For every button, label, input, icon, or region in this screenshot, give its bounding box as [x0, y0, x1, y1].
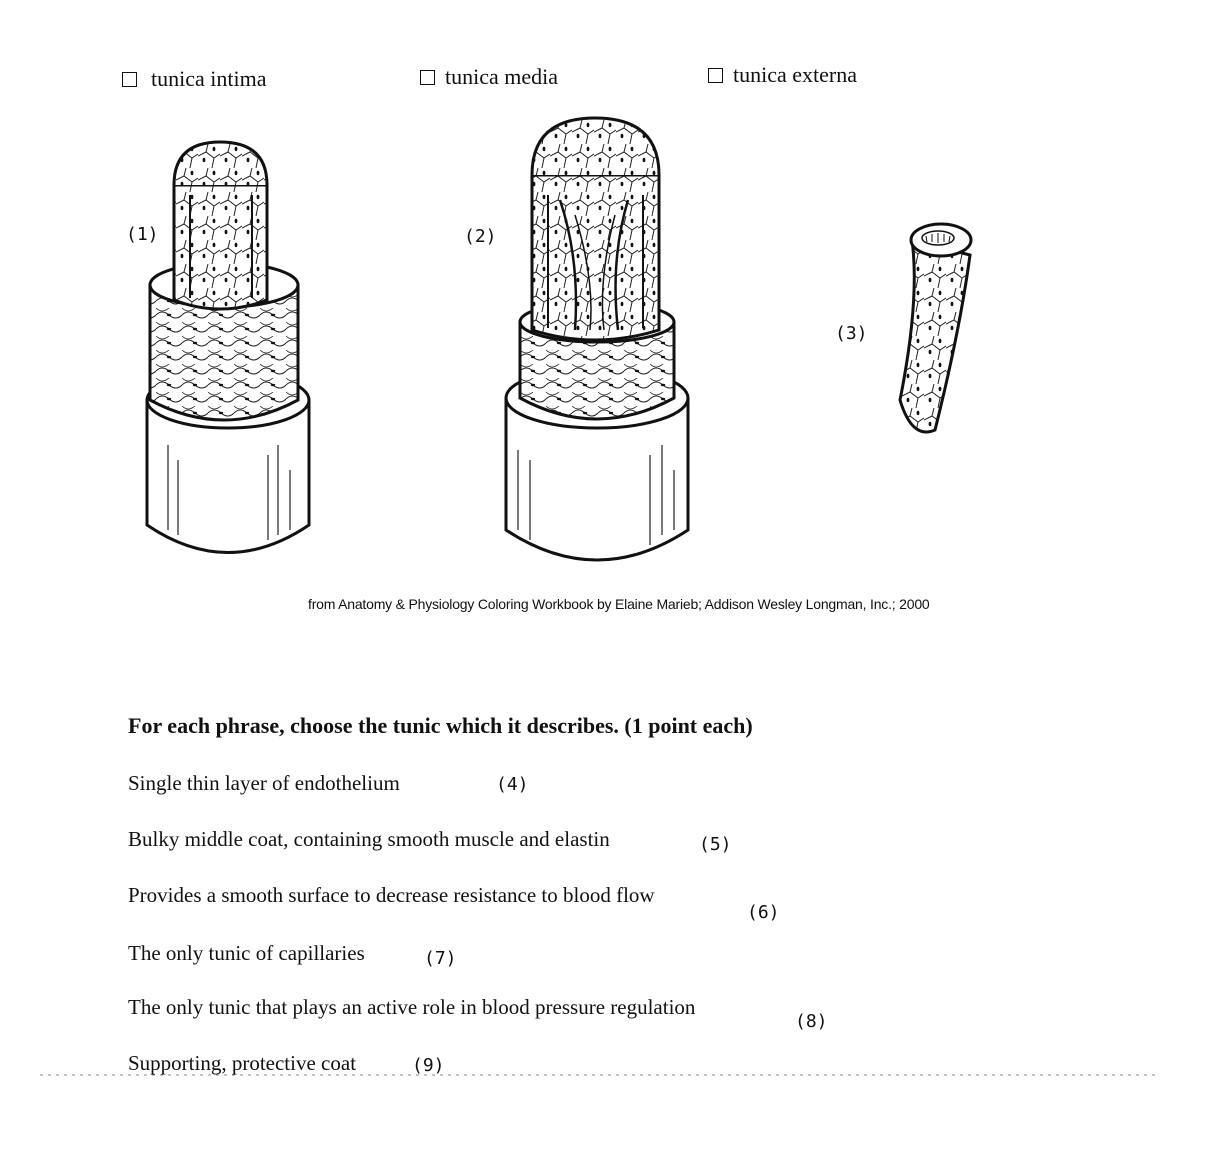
question-number-8: (8)	[795, 1011, 828, 1032]
question-number-9: (9)	[412, 1055, 445, 1076]
question-number-7: (7)	[424, 948, 457, 969]
legend-label: tunica intima	[151, 66, 267, 91]
question-text: The only tunic of capillaries	[128, 941, 365, 965]
question-7	[128, 941, 365, 966]
legend-label: tunica media	[445, 64, 559, 89]
question-number-5: (5)	[699, 834, 732, 855]
question-4	[128, 771, 400, 796]
figure-label-3: (3)	[835, 323, 868, 344]
questions-heading: For each phrase, choose the tunic which it describes. (1 point each)	[128, 713, 753, 738]
question-6	[128, 883, 655, 908]
question-5	[128, 827, 610, 852]
vessel-3-capillary	[900, 224, 971, 432]
question-text: Single thin layer of endothelium	[128, 771, 400, 795]
question-text: Provides a smooth surface to decrease resistance to blood flow	[128, 883, 655, 907]
vessel-2-vein	[506, 118, 688, 560]
question-text: Bulky middle coat, containing smooth muscle and elastin	[128, 827, 610, 851]
figure-label-1: (1)	[126, 224, 159, 245]
vessel-1-artery	[147, 142, 309, 553]
question-8	[128, 995, 695, 1020]
legend-label: tunica externa	[733, 62, 857, 87]
question-number-6: (6)	[747, 902, 780, 923]
question-text: Supporting, protective coat	[128, 1051, 357, 1075]
question-text: The only tunic that plays an active role in blood pressure regulation	[128, 995, 696, 1019]
figure-label-2: (2)	[464, 226, 497, 247]
figure-credit: from Anatomy & Physiology Coloring Workbook by Elaine Marieb; Addison Wesley Longman, Inc.; 2000	[308, 596, 930, 612]
question-number-4: (4)	[496, 774, 529, 795]
scan-divider	[0, 1073, 1223, 1077]
